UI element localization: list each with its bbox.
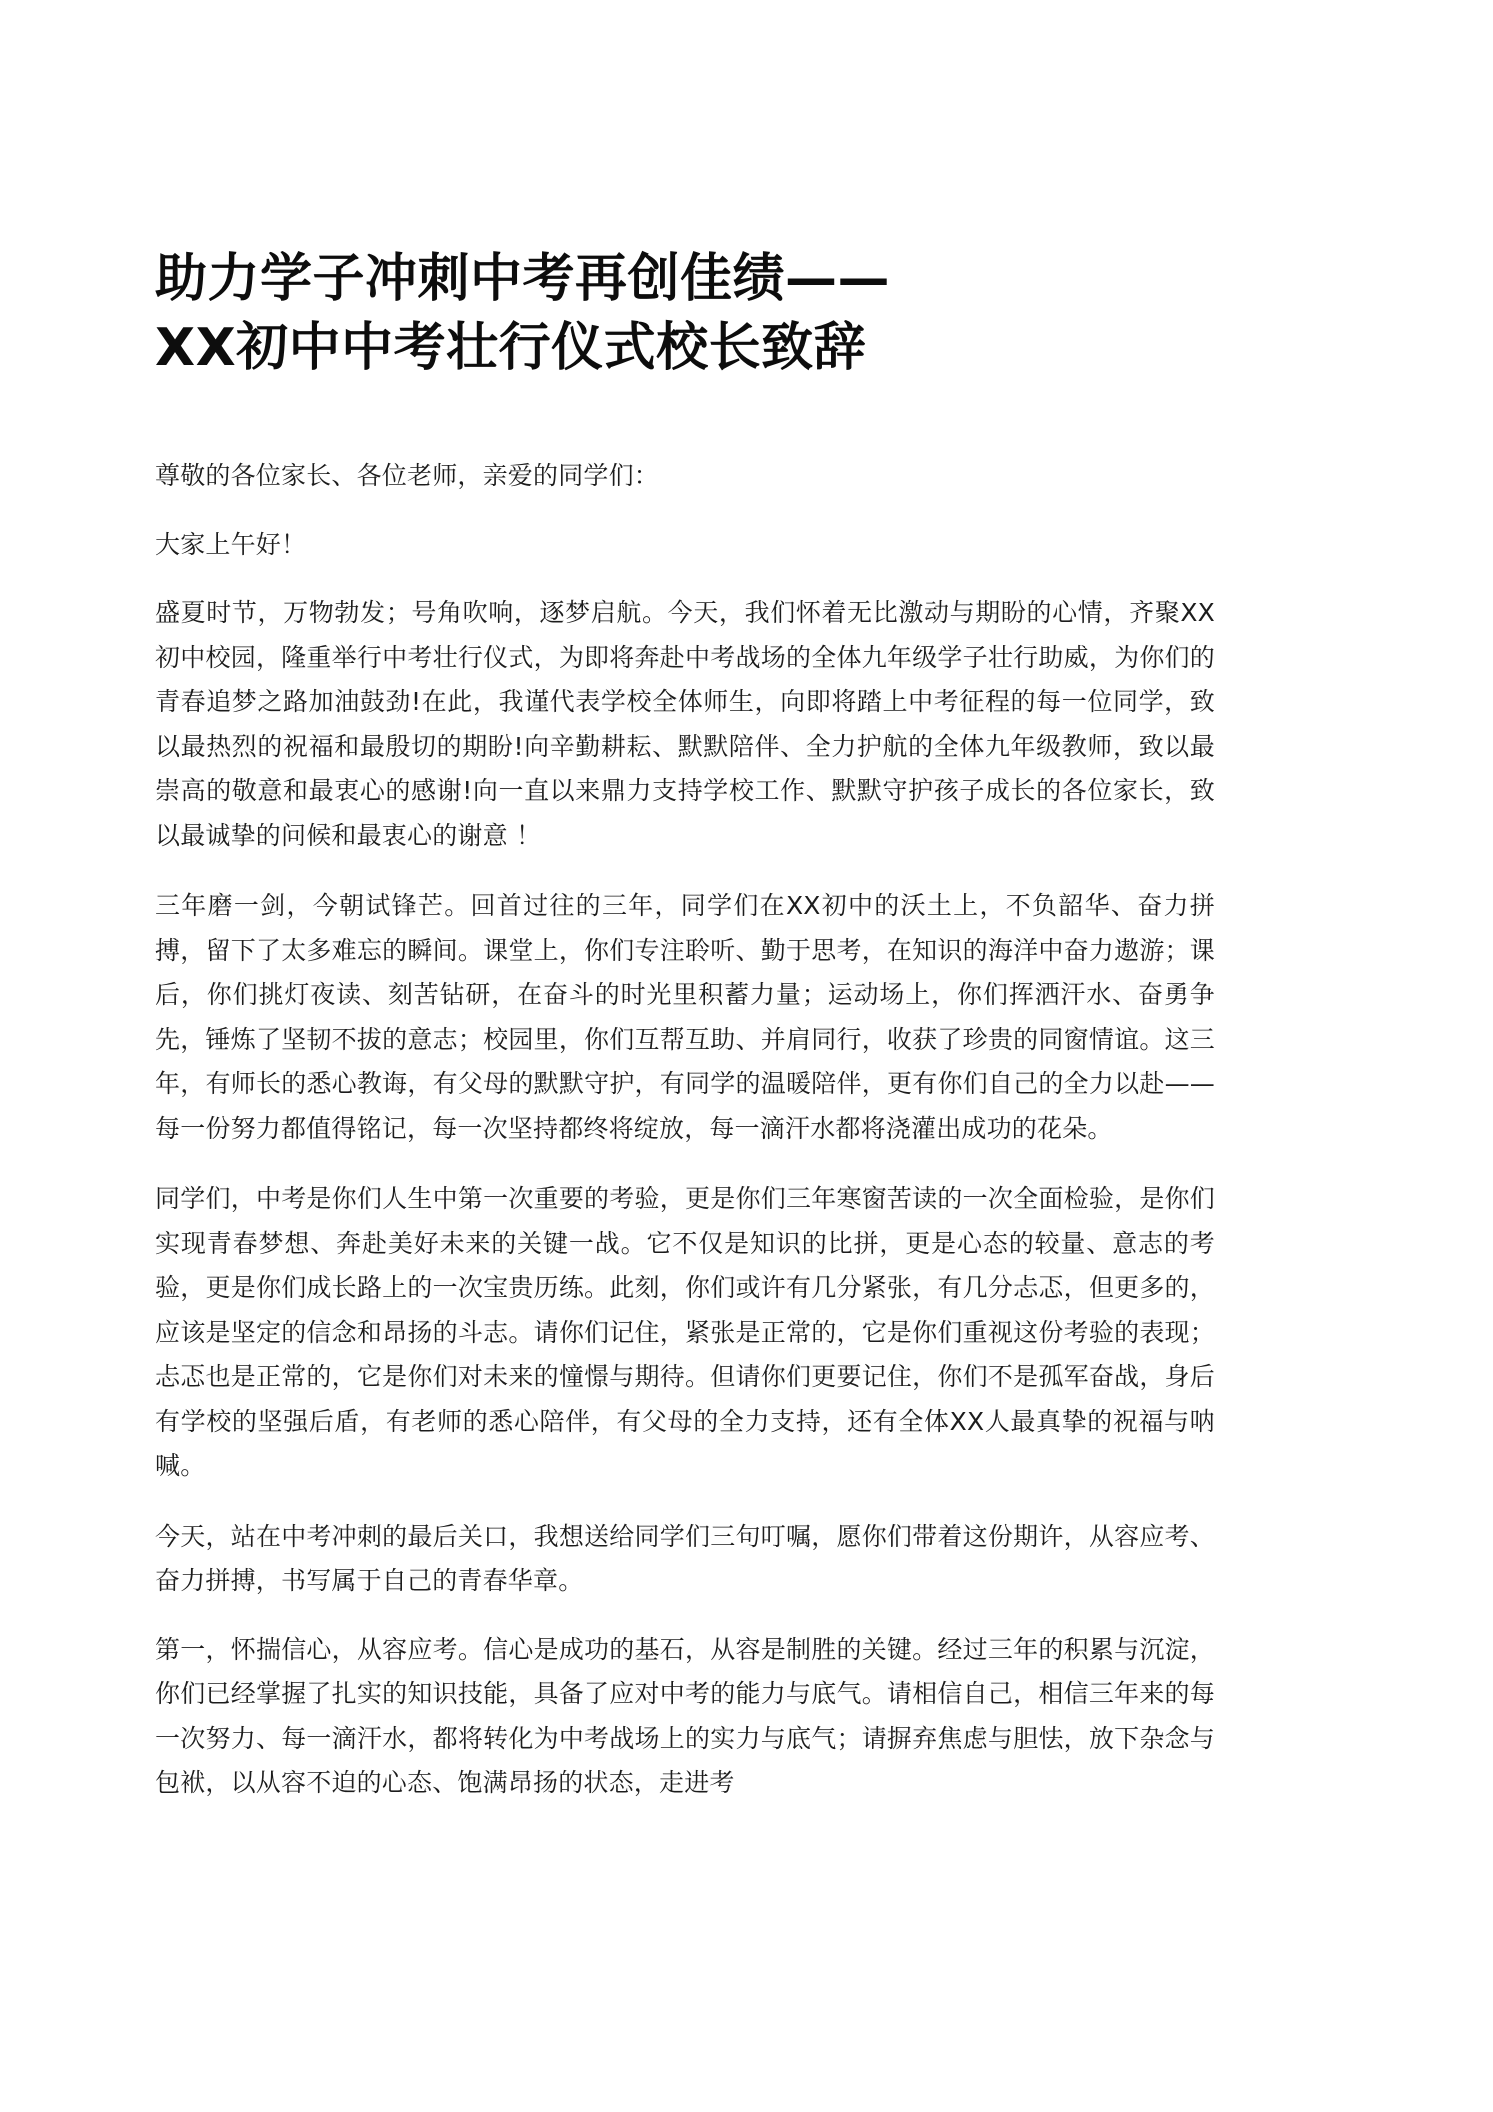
paragraph-advice-first: 第一，怀揣信心，从容应考。信心是成功的基石，从容是制胜的关键。经过三年的积累与沉淀，你们已经掌握了扎实的知识技能，具备了应对中考的能力与底气。请相信自己，相信三年来的每一次努力、每一滴汗水，都将转化为中考战场上的实力与底气；请摒弃焦虑与胆怯，放下杂念与包袱，以从容不迫的心态、饱满昂扬的状态，走进考 — [155, 1634, 1215, 1798]
paragraph-opening: 盛夏时节，万物勃发；号角吹响，逐梦启航。今天，我们怀着无比激动与期盼的心情，齐聚XX初中校园，隆重举行中考壮行仪式，为即将奔赴中考战场的全体九年级学子壮行助威，为你们的青春追梦之路加油鼓劲!在此，我谨代表学校全体师生，向即将踏上中考征程的每一位同学，致以最热烈的祝福和最殷切的期盼!向辛勤耕耘、默默陪伴、全力护航的全体九年级教师，致以最崇高的敬意和最衷心的感谢!向一直以来鼎力支持学校工作、默默守护孩子成长的各位家长，致以最诚挚的问候和最衷心的谢意 ！ — [155, 598, 1215, 850]
page-title — [155, 245, 1215, 382]
paragraph-three-years: 三年磨一剑，今朝试锋芒。回首过往的三年，同学们在XX初中的沃土上，不负韶华、奋力拼搏，留下了太多难忘的瞬间。课堂上，你们专注聆听、勤于思考，在知识的海洋中奋力遨游；课后，你们挑灯夜读、刻苦钻研，在奋斗的时光里积蓄力量；运动场上，你们挥洒汗水、奋勇争先，锤炼了坚韧不拔的意志；校园里，你们互帮互助、并肩同行，收获了珍贵的同窗情谊。这三年，有师长的悉心教诲，有父母的默默守护，有同学的温暖陪伴，更有你们自己的全力以赴——每一份努力都值得铭记，每一次坚持都终将绽放，每一滴汗水都将浇灌出成功的花朵。 — [155, 891, 1215, 1143]
paragraph-exam-meaning: 同学们，中考是你们人生中第一次重要的考验，更是你们三年寒窗苦读的一次全面检验，是你们实现青春梦想、奔赴美好未来的关键一战。它不仅是知识的比拼，更是心态的较量、意志的考验，更是你们成长路上的一次宝贵历练。此刻，你们或许有几分紧张，有几分忐忑，但更多的，应该是坚定的信念和昂扬的斗志。请你们记住，紧张是正常的，它是你们重视这份考验的表现；忐忑也是正常的，它是你们对未来的憧憬与期待。但请你们更要记住，你们不是孤军奋战，身后有学校的坚强后盾，有老师的悉心陪伴，有父母的全力支持，还有全体XX人最真挚的祝福与呐喊。 — [155, 1184, 1215, 1481]
paragraph-greeting: 大家上午好！ — [155, 529, 307, 559]
title-line-1: 助力学子冲刺中考再创佳绩—— — [155, 249, 891, 309]
document-body — [155, 454, 1215, 1806]
paragraph-salutation: 尊敬的各位家长、各位老师，亲爱的同学们： — [155, 461, 660, 491]
document-content — [155, 245, 1345, 1806]
title-line-2: XX初中中考壮行仪式校长致辞 — [155, 317, 867, 378]
paragraph-three-advices-intro: 今天，站在中考冲刺的最后关口，我想送给同学们三句叮嘱，愿你们带着这份期许，从容应考、奋力拼搏，书写属于自己的青春华章。 — [155, 1521, 1215, 1596]
